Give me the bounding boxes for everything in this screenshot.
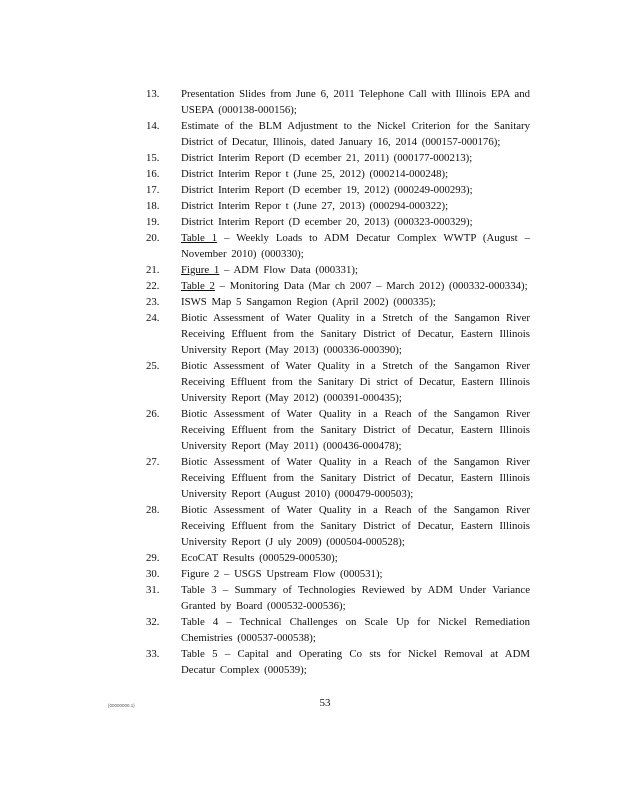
list-item xyxy=(146,566,530,582)
item-text xyxy=(181,310,530,358)
item-number: 16. xyxy=(146,168,160,180)
item-description: – Weekly Loads to ADM Decatur Complex WWTP (August – November 2010) (000330); xyxy=(181,232,530,260)
item-number: 23. xyxy=(146,296,160,308)
list-item xyxy=(146,198,530,214)
item-description: Presentation Slides from June 6, 2011 Telephone Call with Illinois EPA and USEPA (000138-000156); xyxy=(181,88,530,116)
item-description: ISWS Map 5 Sangamon Region (April 2002) (000335); xyxy=(181,296,436,308)
item-description: Table 4 – Technical Challenges on Scale Up for Nickel Remediation Chemistries (000537-000538); xyxy=(181,616,530,644)
item-number: 13. xyxy=(146,88,160,100)
page-number: 53 xyxy=(319,697,331,709)
item-number: 19. xyxy=(146,216,160,228)
item-text xyxy=(181,118,530,150)
item-number: 27. xyxy=(146,456,160,468)
item-text xyxy=(181,614,530,646)
item-description: EcoCAT Results (000529-000530); xyxy=(181,552,338,564)
item-text xyxy=(181,198,530,214)
list-item xyxy=(146,278,530,294)
list-item xyxy=(146,262,530,278)
list-item xyxy=(146,182,530,198)
item-text xyxy=(181,262,530,278)
item-number: 15. xyxy=(146,152,160,164)
item-description: District Interim Report (D ecember 21, 2011) (000177-000213); xyxy=(181,152,473,164)
item-description: District Interim Report (D ecember 19, 2012) (000249-000293); xyxy=(181,184,473,196)
item-text xyxy=(181,502,530,550)
item-description: Biotic Assessment of Water Quality in a Reach of the Sangamon River Receiving Effluent from the Sanitary District of Decatur, Eastern Illinois University Report (May 2011) (000436-000478); xyxy=(181,408,530,452)
item-text xyxy=(181,294,530,310)
item-number: 22. xyxy=(146,280,160,292)
list-item xyxy=(146,550,530,566)
item-number: 20. xyxy=(146,232,160,244)
item-text xyxy=(181,214,530,230)
item-description: Estimate of the BLM Adjustment to the Nickel Criterion for the Sanitary District of Decatur, Illinois, dated January 16, 2014 (000157-000176); xyxy=(181,120,530,148)
item-text xyxy=(181,182,530,198)
item-text xyxy=(181,582,530,614)
item-text xyxy=(181,150,530,166)
item-number: 33. xyxy=(146,648,160,660)
item-description: District Interim Report (D ecember 20, 2013) (000323-000329); xyxy=(181,216,473,228)
item-number: 32. xyxy=(146,616,160,628)
item-number: 17. xyxy=(146,184,160,196)
item-text xyxy=(181,550,530,566)
list-item xyxy=(146,406,530,454)
item-lead-label: Table 2 xyxy=(181,280,215,292)
item-text xyxy=(181,358,530,406)
item-description: Biotic Assessment of Water Quality in a Reach of the Sangamon River Receiving Effluent from the Sanitary District of Decatur, Eastern Illinois University Report (J uly 2009) (000504-000528); xyxy=(181,504,530,548)
item-description: Biotic Assessment of Water Quality in a Reach of the Sangamon River Receiving Effluent from the Sanitary District of Decatur, Eastern Illinois University Report (August 2010) (000479-000503); xyxy=(181,456,530,500)
item-description: District Interim Repor t (June 27, 2013) (000294-000322); xyxy=(181,200,449,212)
list-item xyxy=(146,294,530,310)
list-item xyxy=(146,582,530,614)
item-description: Table 5 – Capital and Operating Co sts for Nickel Removal at ADM Decatur Complex (000539); xyxy=(181,648,530,676)
item-number: 31. xyxy=(146,584,160,596)
list-item xyxy=(146,214,530,230)
item-text xyxy=(181,86,530,118)
item-text xyxy=(181,230,530,262)
list-item xyxy=(146,86,530,118)
list-item xyxy=(146,358,530,406)
item-description: District Interim Repor t (June 25, 2012) (000214-000248); xyxy=(181,168,449,180)
list-item xyxy=(146,502,530,550)
item-text xyxy=(181,278,530,294)
item-number: 26. xyxy=(146,408,160,420)
list-item xyxy=(146,646,530,678)
list-item xyxy=(146,150,530,166)
item-text xyxy=(181,566,530,582)
item-number: 28. xyxy=(146,504,160,516)
item-description: Figure 2 – USGS Upstream Flow (000531); xyxy=(181,568,383,580)
item-description: Table 3 – Summary of Technologies Reviewed by ADM Under Variance Granted by Board (000532-000536); xyxy=(181,584,530,612)
list-item xyxy=(146,230,530,262)
list-item xyxy=(146,454,530,502)
item-number: 14. xyxy=(146,120,160,132)
list-item xyxy=(146,614,530,646)
exhibit-list xyxy=(146,86,530,678)
list-item xyxy=(146,166,530,182)
item-number: 30. xyxy=(146,568,160,580)
item-number: 29. xyxy=(146,552,160,564)
item-description: – ADM Flow Data (000331); xyxy=(219,264,358,276)
document-id: {00000000.1} xyxy=(108,703,135,708)
item-text xyxy=(181,454,530,502)
item-description: Biotic Assessment of Water Quality in a Stretch of the Sangamon River Receiving Effluent from the Sanitary Di strict of Decatur, Eastern Illinois University Report (May 2012) (000391-000435); xyxy=(181,360,530,404)
item-number: 24. xyxy=(146,312,160,324)
item-number: 25. xyxy=(146,360,160,372)
item-description: – Monitoring Data (Mar ch 2007 – March 2012) (000332-000334); xyxy=(214,280,528,292)
item-lead-label: Table 1 xyxy=(181,232,218,244)
item-description: Biotic Assessment of Water Quality in a Stretch of the Sangamon River Receiving Effluent from the Sanitary District of Decatur, Eastern Illinois University Report (May 2013) (000336-000390); xyxy=(181,312,530,356)
item-text xyxy=(181,166,530,182)
item-text xyxy=(181,406,530,454)
item-lead-label: Figure 1 xyxy=(181,264,220,276)
list-item xyxy=(146,310,530,358)
list-item xyxy=(146,118,530,150)
item-number: 21. xyxy=(146,264,160,276)
item-text xyxy=(181,646,530,678)
item-number: 18. xyxy=(146,200,160,212)
